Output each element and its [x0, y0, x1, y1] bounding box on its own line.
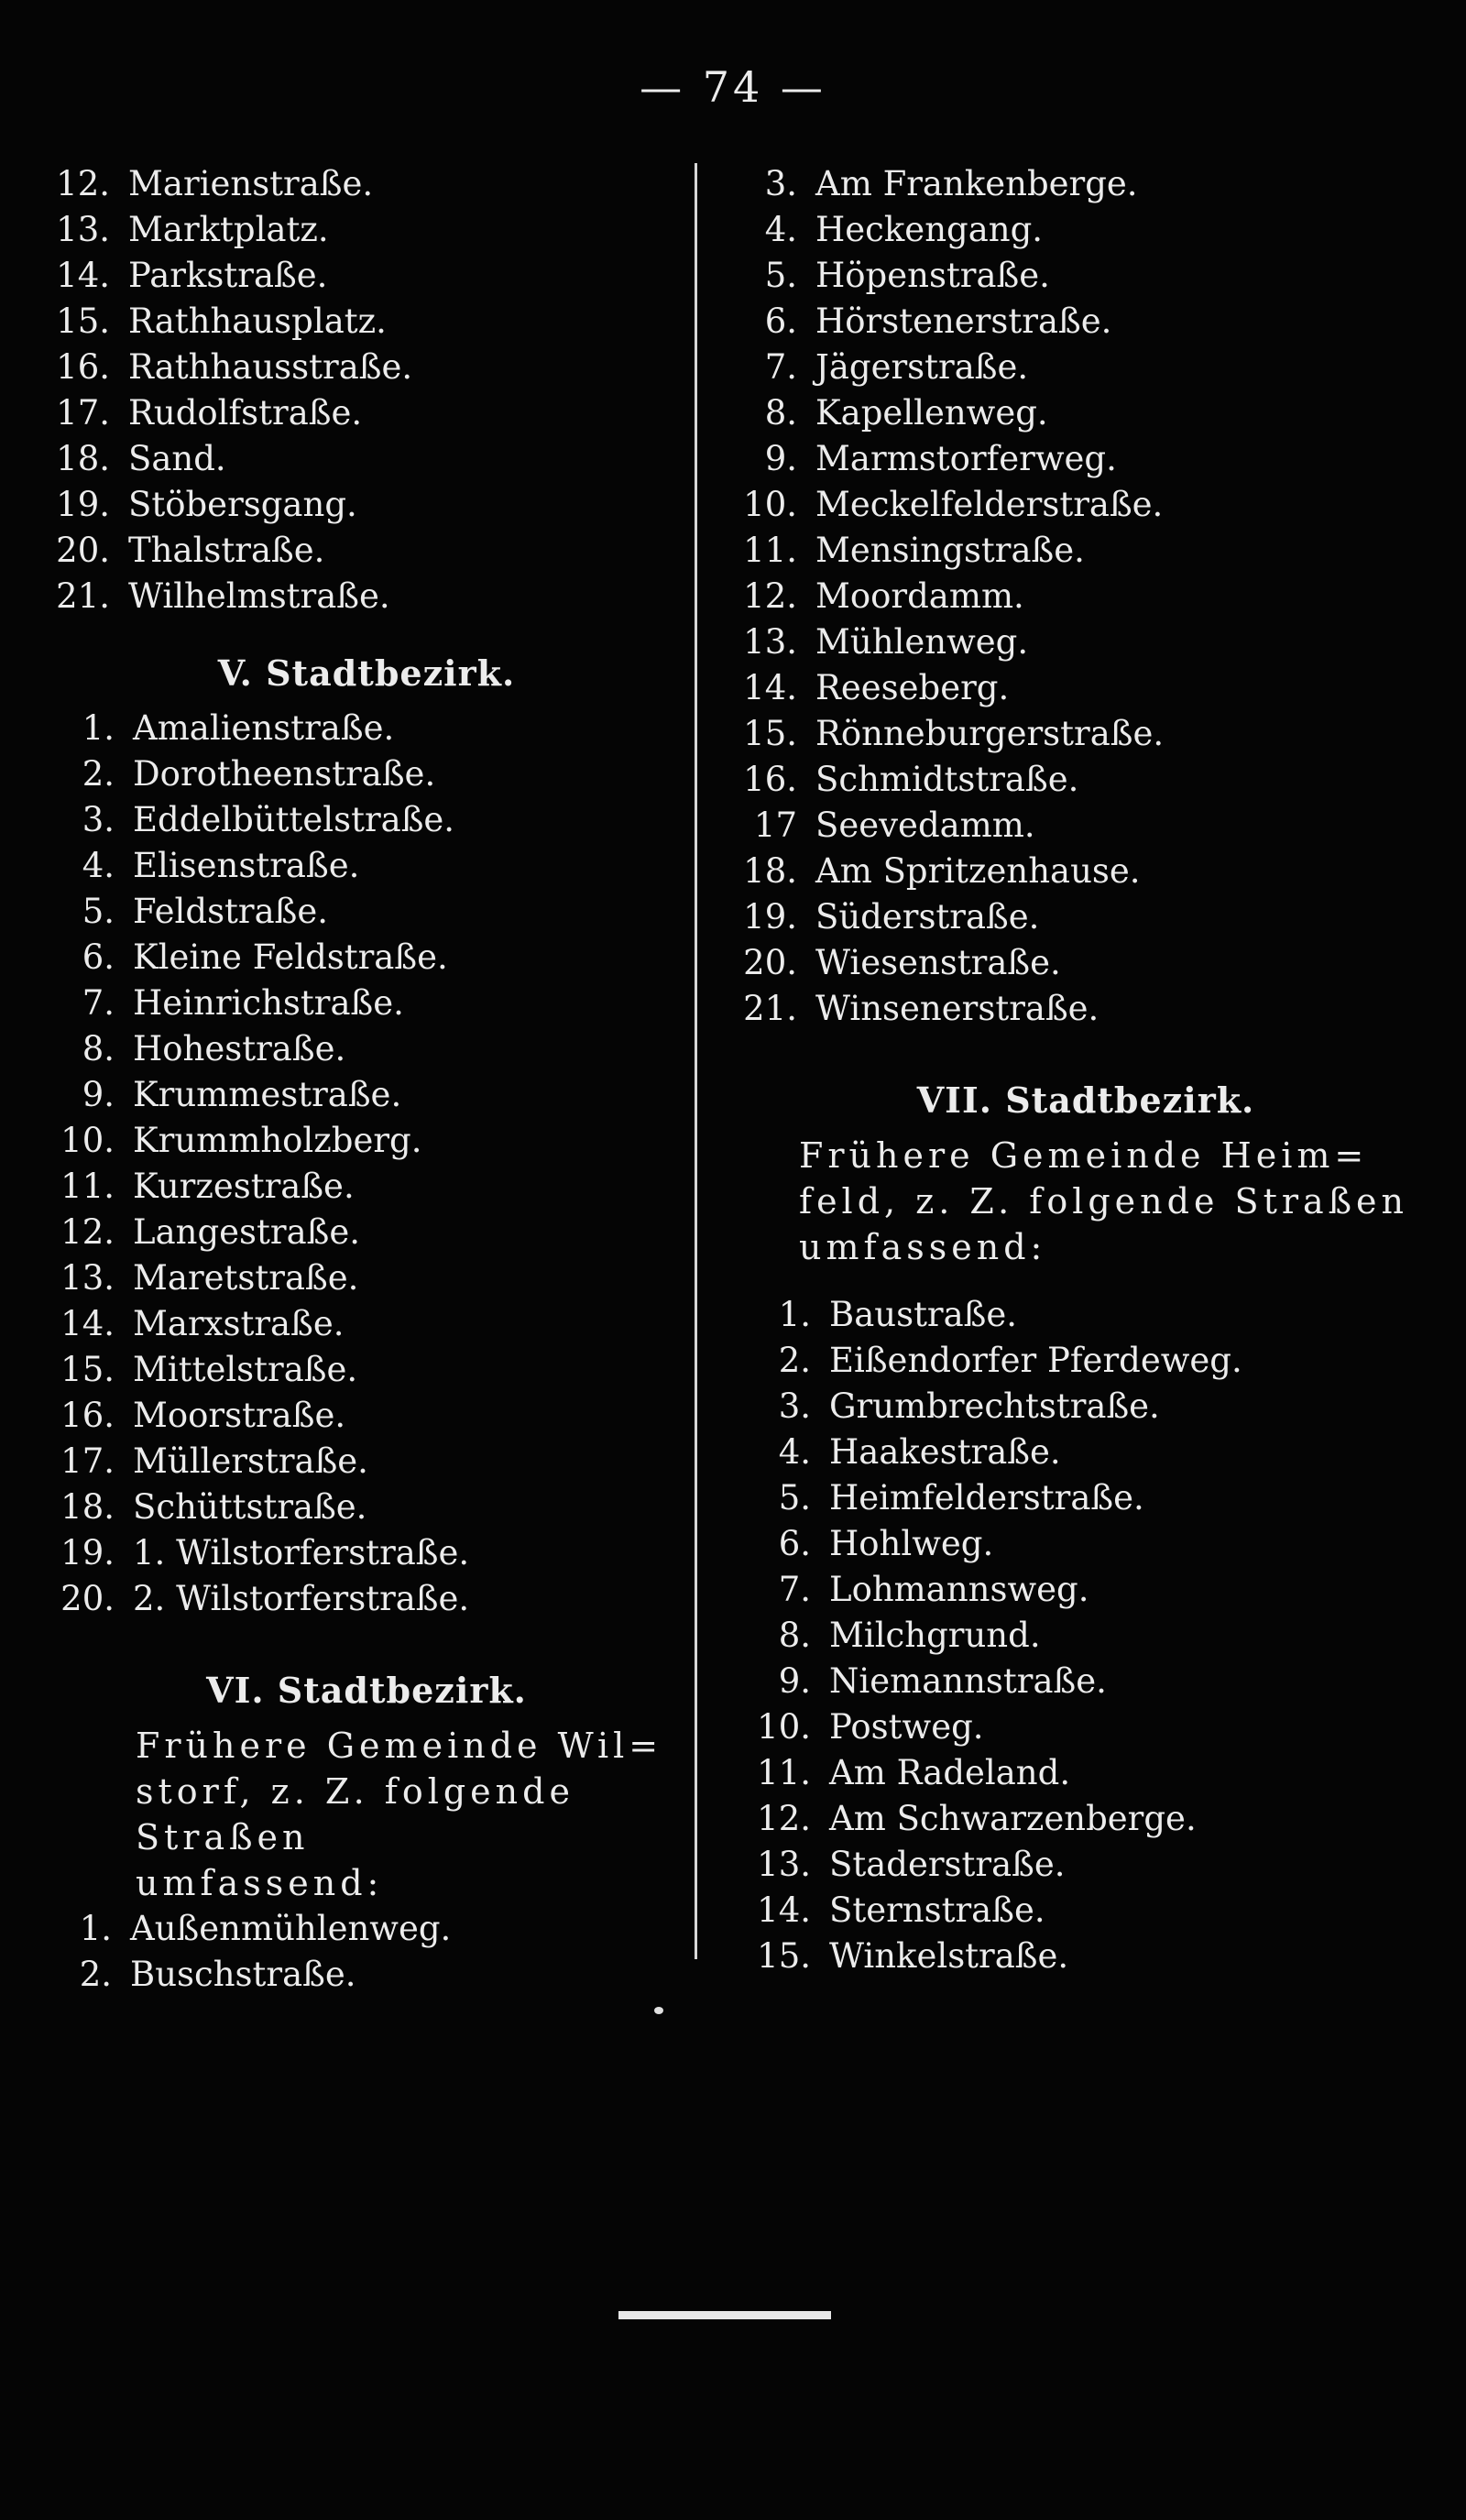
street-entry — [724, 528, 1448, 574]
entry-number: 4. — [764, 210, 797, 249]
entry-number: 6. — [82, 937, 115, 977]
street-entry — [37, 1026, 696, 1072]
street-entry — [724, 1888, 1448, 1934]
section-6-heading: VI. Stadtbezirk. — [206, 1670, 527, 1711]
entry-number: 5. — [764, 256, 797, 295]
entry-number: 14. — [60, 1304, 115, 1343]
entry-number: 4. — [82, 846, 115, 885]
street-entry — [724, 1384, 1448, 1430]
street-name: Sternstraße. — [829, 1890, 1045, 1930]
entry-number: 1. — [778, 1295, 811, 1334]
street-name: Kurzestraße. — [133, 1167, 355, 1206]
street-name: Haakestraße. — [829, 1432, 1061, 1472]
street-name: Langestraße. — [133, 1212, 361, 1252]
street-entry — [724, 986, 1448, 1032]
street-name: Krummholzberg. — [133, 1121, 422, 1160]
entry-number: 19. — [60, 1533, 115, 1572]
entry-number: 11. — [757, 1753, 811, 1792]
street-name: Moorstraße. — [133, 1396, 346, 1435]
street-name: Außenmühlenweg. — [130, 1909, 452, 1948]
entry-number: 12. — [60, 1212, 115, 1252]
entry-number: 16. — [743, 760, 797, 799]
entry-number: 20. — [60, 1579, 115, 1618]
street-name: Krummestraße. — [133, 1075, 402, 1114]
street-entry — [724, 1613, 1448, 1659]
section-6-list — [37, 1906, 696, 1998]
street-entry — [37, 1530, 696, 1576]
street-entry — [724, 574, 1448, 619]
street-entry — [37, 751, 696, 797]
section-6-intro: Frühere Gemeinde Wil= storf, z. Z. folgende Straßen umfassend: — [136, 1726, 663, 1903]
street-name: Milchgrund. — [829, 1616, 1041, 1655]
entry-number: 13. — [60, 1258, 115, 1298]
street-entry — [724, 1292, 1448, 1338]
street-name: Mensingstraße. — [815, 531, 1085, 570]
entry-number: 13. — [56, 210, 110, 249]
street-name: Höpenstraße. — [815, 256, 1050, 295]
street-entry — [724, 253, 1448, 299]
street-name: Mühlenweg. — [815, 622, 1029, 662]
entry-number: 21. — [743, 989, 797, 1028]
street-name: Rönneburgerstraße. — [815, 714, 1165, 753]
street-name: Jägerstraße. — [815, 347, 1029, 387]
street-name: Schmidtstraße. — [815, 760, 1079, 799]
street-name: Müllerstraße. — [133, 1441, 368, 1481]
street-entry — [37, 207, 696, 253]
street-entry — [37, 436, 696, 482]
entry-number: 15. — [743, 714, 797, 753]
street-name: Elisenstraße. — [133, 846, 360, 885]
street-name: Rathhausstraße. — [128, 347, 413, 387]
street-name: Am Spritzenhause. — [815, 851, 1141, 891]
street-entry — [724, 1796, 1448, 1842]
street-name: Marienstraße. — [128, 164, 374, 203]
right-column — [724, 161, 1448, 1979]
entry-number: 5. — [82, 892, 115, 931]
entry-number: 9. — [82, 1075, 115, 1114]
street-entry — [37, 935, 696, 981]
street-name: Kleine Feldstraße. — [133, 937, 448, 977]
street-name: 1. Wilstorferstraße. — [133, 1533, 470, 1572]
entry-number: 12. — [56, 164, 110, 203]
street-entry — [37, 1347, 696, 1393]
entry-number: 20. — [743, 943, 797, 982]
street-name: Heinrichstraße. — [133, 983, 404, 1023]
entry-number: 4. — [778, 1432, 811, 1472]
street-name: Eißendorfer Pferdeweg. — [829, 1341, 1242, 1380]
street-entry — [37, 299, 696, 345]
entry-number: 16. — [56, 347, 110, 387]
entry-number: 15. — [60, 1350, 115, 1389]
entry-number: 1. — [82, 708, 115, 748]
entry-number: 5. — [778, 1478, 811, 1517]
street-entry — [37, 1952, 696, 1998]
street-entry — [724, 665, 1448, 711]
entry-number: 7. — [82, 983, 115, 1023]
entry-number: 17. — [56, 393, 110, 433]
entry-number: 18. — [60, 1487, 115, 1527]
street-name: Rudolfstraße. — [128, 393, 363, 433]
street-name: Sand. — [128, 439, 226, 478]
entry-number: 1. — [79, 1909, 112, 1948]
street-entry — [37, 706, 696, 751]
street-entry — [37, 1164, 696, 1210]
street-name: Rathhausplatz. — [128, 301, 387, 341]
street-entry — [37, 1301, 696, 1347]
street-entry — [37, 981, 696, 1026]
street-name: Hohlweg. — [829, 1524, 994, 1563]
entry-number: 9. — [778, 1661, 811, 1701]
street-name: Heimfelderstraße. — [829, 1478, 1144, 1517]
left-continued-list — [37, 161, 696, 619]
entry-number: 10. — [757, 1707, 811, 1747]
street-entry — [724, 1750, 1448, 1796]
street-entry — [37, 1485, 696, 1530]
street-entry — [37, 1906, 696, 1952]
street-entry — [37, 1393, 696, 1439]
street-name: Buschstraße. — [130, 1955, 356, 1994]
street-entry — [724, 161, 1448, 207]
street-name: Wilhelmstraße. — [128, 576, 390, 616]
street-entry — [724, 1338, 1448, 1384]
entry-number: 11. — [743, 531, 797, 570]
street-name: Lohmannsweg. — [829, 1570, 1089, 1609]
street-name: Hohestraße. — [133, 1029, 346, 1068]
street-entry — [37, 1576, 696, 1622]
street-entry — [724, 207, 1448, 253]
street-entry — [37, 797, 696, 843]
street-name: Winkelstraße. — [829, 1936, 1069, 1976]
street-name: Hörstenerstraße. — [815, 301, 1112, 341]
section-7-intro: Frühere Gemeinde Heim= feld, z. Z. folgende Straßen umfassend: — [799, 1135, 1409, 1267]
entry-number: 18. — [56, 439, 110, 478]
street-entry — [724, 1842, 1448, 1888]
street-name: Süderstraße. — [815, 897, 1040, 937]
entry-number: 14. — [743, 668, 797, 707]
street-name: Am Radeland. — [829, 1753, 1071, 1792]
street-name: Schüttstraße. — [133, 1487, 367, 1527]
street-name: 2. Wilstorferstraße. — [133, 1579, 470, 1618]
entry-number: 15. — [757, 1936, 811, 1976]
street-entry — [724, 1704, 1448, 1750]
street-entry — [724, 482, 1448, 528]
section-5-heading: V. Stadtbezirk. — [217, 652, 516, 694]
entry-number: 10. — [743, 485, 797, 524]
entry-number: 2. — [778, 1341, 811, 1380]
street-name: Mittelstraße. — [133, 1350, 358, 1389]
street-entry — [724, 390, 1448, 436]
street-name: Am Schwarzenberge. — [829, 1799, 1197, 1838]
street-name: Eddelbüttelstraße. — [133, 800, 455, 839]
street-name: Postweg. — [829, 1707, 984, 1747]
entry-number: 21. — [56, 576, 110, 616]
street-name: Feldstraße. — [133, 892, 329, 931]
entry-number: 15. — [56, 301, 110, 341]
entry-number: 14. — [56, 256, 110, 295]
street-entry — [37, 574, 696, 619]
end-rule — [618, 2311, 831, 2319]
street-name: Grumbrechtstraße. — [829, 1386, 1160, 1426]
entry-number: 19. — [56, 485, 110, 524]
entry-number: 13. — [743, 622, 797, 662]
entry-number: 19. — [743, 897, 797, 937]
section-5-list — [37, 706, 696, 1622]
street-name: Marmstorferweg. — [815, 439, 1117, 478]
street-name: Marxstraße. — [133, 1304, 345, 1343]
street-entry — [724, 1567, 1448, 1613]
street-entry — [724, 1659, 1448, 1704]
street-entry — [37, 161, 696, 207]
street-entry — [37, 1439, 696, 1485]
entry-number: 6. — [778, 1524, 811, 1563]
left-column — [37, 161, 696, 1998]
street-name: Meckelfelderstraße. — [815, 485, 1164, 524]
section-7-heading: VII. Stadtbezirk. — [916, 1079, 1255, 1121]
street-entry — [724, 894, 1448, 940]
entry-number: 11. — [60, 1167, 115, 1206]
street-name: Staderstraße. — [829, 1845, 1066, 1884]
street-name: Thalstraße. — [128, 531, 325, 570]
street-entry — [724, 940, 1448, 986]
street-name: Marktplatz. — [128, 210, 329, 249]
street-entry — [724, 757, 1448, 803]
street-entry — [37, 889, 696, 935]
street-entry — [724, 436, 1448, 482]
entry-number: 16. — [60, 1396, 115, 1435]
street-name: Niemannstraße. — [829, 1661, 1107, 1701]
street-name: Am Frankenberge. — [815, 164, 1138, 203]
street-entry — [37, 253, 696, 299]
street-entry — [37, 1255, 696, 1301]
right-continued-list — [724, 161, 1448, 1032]
street-name: Winsenerstraße. — [815, 989, 1100, 1028]
entry-number: 2. — [82, 754, 115, 794]
street-entry — [37, 1118, 696, 1164]
entry-number: 7. — [764, 347, 797, 387]
street-entry — [37, 528, 696, 574]
section-7-list — [724, 1292, 1448, 1979]
street-name: Parkstraße. — [128, 256, 328, 295]
entry-number: 10. — [60, 1121, 115, 1160]
entry-number: 8. — [764, 393, 797, 433]
street-name: Stöbersgang. — [128, 485, 357, 524]
entry-number: 8. — [82, 1029, 115, 1068]
street-name: Wiesenstraße. — [815, 943, 1061, 982]
street-name: Amalienstraße. — [133, 708, 395, 748]
street-name: Dorotheenstraße. — [133, 754, 436, 794]
entry-number: 3. — [778, 1386, 811, 1426]
street-name: Kapellenweg. — [815, 393, 1048, 433]
street-name: Maretstraße. — [133, 1258, 359, 1298]
entry-number: 18. — [743, 851, 797, 891]
street-name: Baustraße. — [829, 1295, 1018, 1334]
street-name: Reeseberg. — [815, 668, 1010, 707]
entry-number: 14. — [757, 1890, 811, 1930]
street-entry — [724, 1521, 1448, 1567]
street-entry — [37, 345, 696, 390]
street-entry — [724, 299, 1448, 345]
page-number: — 74 — — [640, 62, 826, 112]
entry-number: 9. — [764, 439, 797, 478]
street-entry — [724, 619, 1448, 665]
street-entry — [37, 390, 696, 436]
street-entry — [37, 1072, 696, 1118]
street-name: Heckengang. — [815, 210, 1044, 249]
entry-number: 7. — [778, 1570, 811, 1609]
ink-dot — [654, 2007, 663, 2014]
entry-number: 3. — [82, 800, 115, 839]
street-entry — [724, 345, 1448, 390]
entry-number: 17. — [60, 1441, 115, 1481]
entry-number: 20. — [56, 531, 110, 570]
entry-number: 17 — [753, 805, 797, 845]
street-entry — [724, 711, 1448, 757]
entry-number: 8. — [778, 1616, 811, 1655]
street-entry — [37, 843, 696, 889]
street-name: Moordamm. — [815, 576, 1024, 616]
street-entry — [724, 1430, 1448, 1475]
street-entry — [37, 1210, 696, 1255]
entry-number: 6. — [764, 301, 797, 341]
entry-number: 12. — [743, 576, 797, 616]
entry-number: 12. — [757, 1799, 811, 1838]
entry-number: 3. — [764, 164, 797, 203]
entry-number: 2. — [79, 1955, 112, 1994]
street-entry — [37, 482, 696, 528]
street-entry — [724, 1934, 1448, 1979]
entry-number: 13. — [757, 1845, 811, 1884]
street-entry — [724, 1475, 1448, 1521]
street-name: Seevedamm. — [815, 805, 1035, 845]
street-entry — [724, 803, 1448, 849]
street-entry — [724, 849, 1448, 894]
